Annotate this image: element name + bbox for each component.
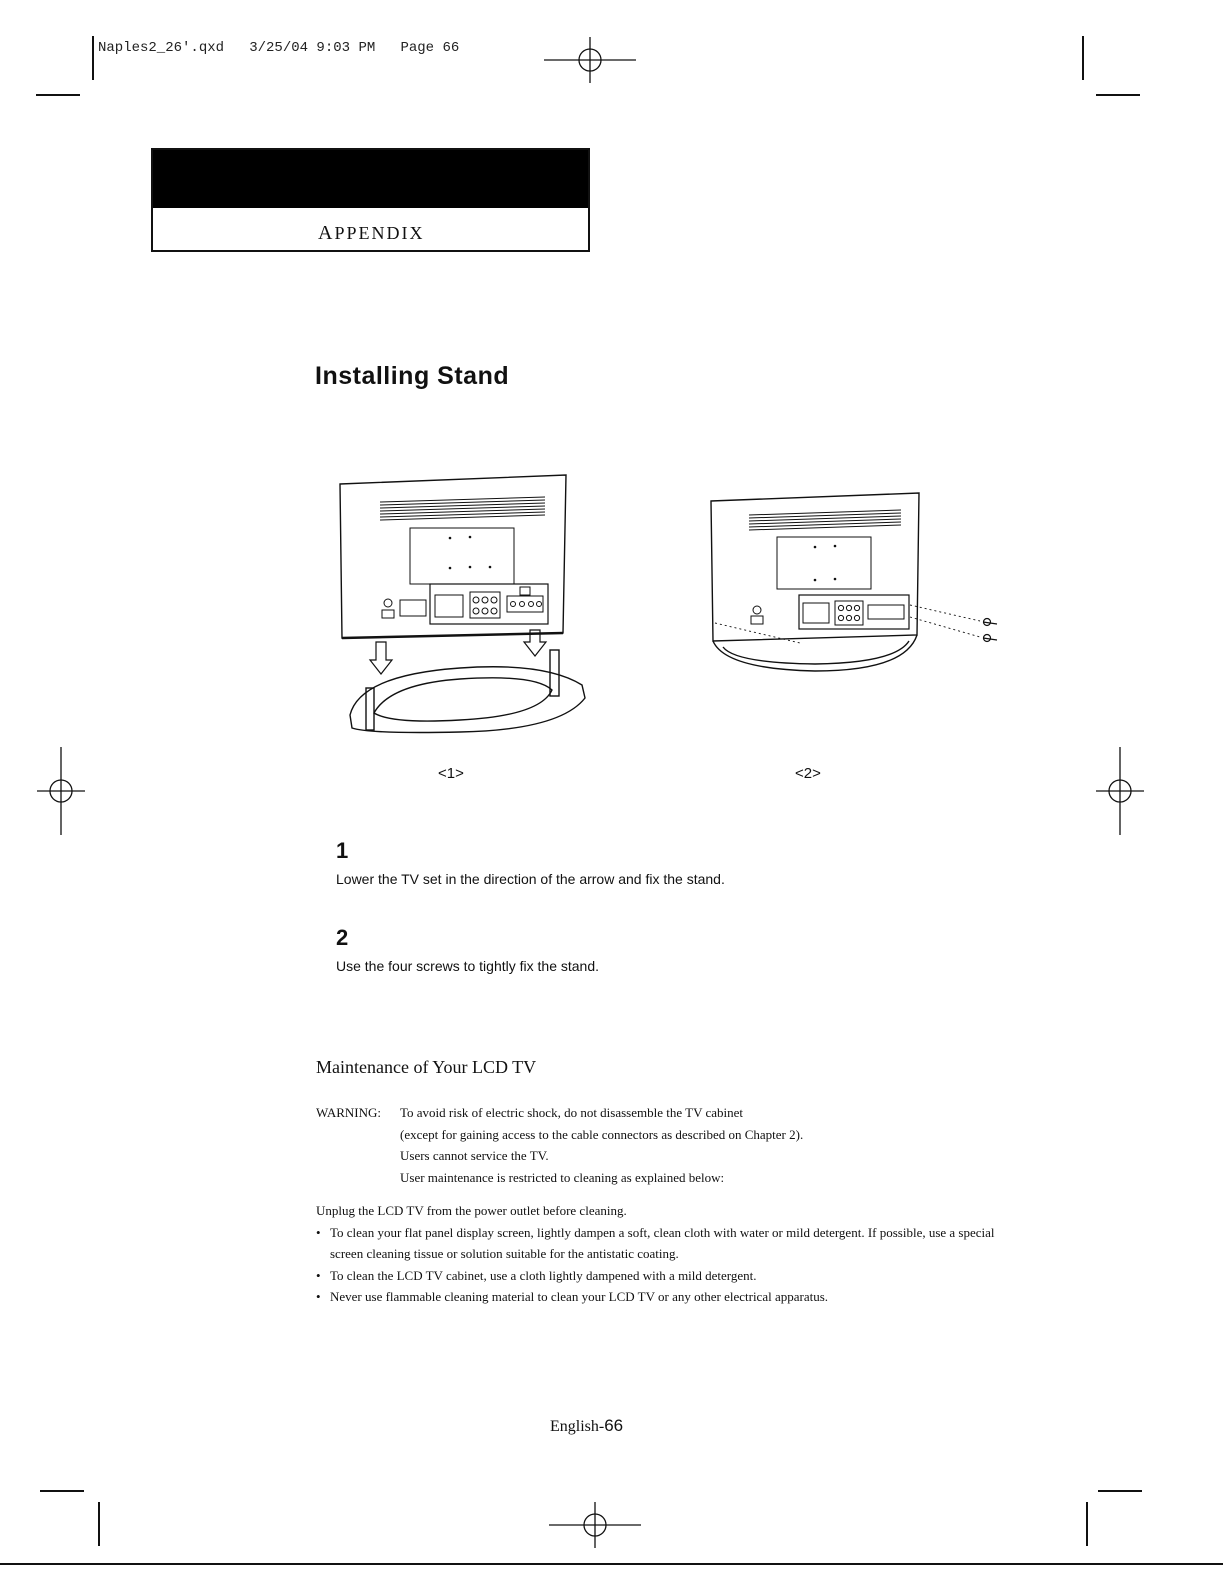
step-2-text: Use the four screws to tightly fix the stand. (336, 958, 600, 974)
registration-mark-left (35, 745, 87, 837)
header-black-band (153, 150, 588, 208)
cleaning-intro: Unplug the LCD TV from the power outlet before cleaning. (316, 1203, 627, 1218)
registration-mark-right (1094, 745, 1146, 837)
warning-line: To avoid risk of electric shock, do not disassemble the TV cabinet (400, 1105, 744, 1120)
step-1-text: Lower the TV set in the direction of the arrow and fix the stand. (336, 871, 725, 887)
warning-line: (except for gaining access to the cable connectors as described on Chapter 2). (400, 1126, 804, 1142)
cleaning-list (316, 1222, 996, 1308)
maintenance-title: Maintenance of Your LCD TV (316, 1057, 537, 1077)
step-2-number: 2 (336, 925, 349, 950)
list-item: • To clean your flat panel display screen, lightly dampen a soft, clean cloth with water or mild detergent. If possible, use a special screen cleaning tissue or solution suitable for the antistatic coating. (316, 1222, 996, 1265)
step-1-number: 1 (336, 838, 349, 863)
registration-mark-bottom (545, 1500, 645, 1550)
figure-1-tv-lowering (330, 470, 590, 740)
figure-1-caption: <1> (438, 765, 464, 782)
warning-label: WARNING: (316, 1105, 381, 1120)
page-number: English-66 (550, 1416, 624, 1435)
page-title: Installing Stand (315, 362, 510, 390)
figure-2-tv-screws (705, 485, 1005, 685)
list-item: • Never use flammable cleaning material to clean your LCD TV or any other electrical apparatus. (316, 1286, 996, 1308)
section-label: APPENDIX (318, 222, 425, 244)
warning-block (316, 1102, 803, 1188)
section-header (151, 148, 590, 252)
warning-line: User maintenance is restricted to cleaning as explained below: (400, 1169, 725, 1185)
list-item: • To clean the LCD TV cabinet, use a cloth lightly dampened with a mild detergent. (316, 1265, 996, 1287)
print-slug: Naples2_26'.qxd 3/25/04 9:03 PM Page 66 (98, 40, 460, 56)
cleaning-instructions (316, 1200, 996, 1308)
registration-mark-top (540, 35, 640, 85)
warning-line: Users cannot service the TV. (400, 1148, 549, 1163)
figure-2-caption: <2> (795, 765, 821, 782)
